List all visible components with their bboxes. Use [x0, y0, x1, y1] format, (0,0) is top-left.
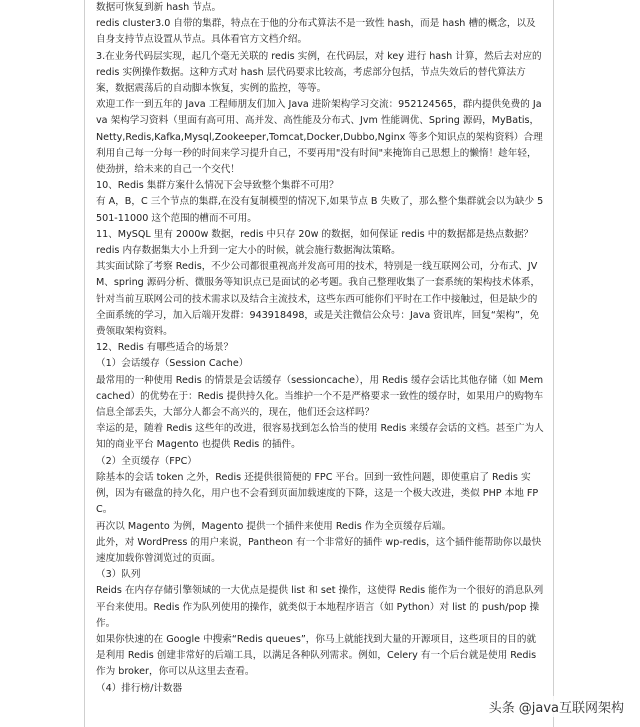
- paragraph-q11-answer: redis 内存数据集大小上升到一定大小的时候，就会施行数据淘汰策略。: [96, 245, 401, 257]
- watermark: [485, 696, 628, 717]
- heading-fpc: （2）全页缓存（FPC）: [96, 455, 197, 467]
- paragraph-q10-answer: 有 A，B，C 三个节点的集群,在没有复制模型的情况下,如果节点 B 失败了，那么整个集群就会以为缺少 5501-11000 这个范围的槽而不可用。: [96, 196, 544, 224]
- paragraph-magento-fpc: 再次以 Magento 为例，Magento 提供一个插件来使用 Redis 作为全页缓存后端。: [96, 520, 452, 532]
- watermark-text: @java互联网架构: [518, 701, 624, 716]
- paragraph-magento-plugin: 幸运的是，随着 Redis 这些年的改进，很容易找到怎么恰当的使用 Redis 来缓存会话的文档。甚至广为人知的商业平台 Magento 也提供 Redis 的插件。: [96, 423, 544, 451]
- paragraph-promo-architecture: 其实面试除了考察 Redis，不少公司都很重视高并发高可用的技术，特别是一线互联网公司，分布式、JVM、spring 源码分析、微服务等知识点已是面试的必考题。我自己整理收集了一套系统的架构技术体系，针对当前互联网公司的技术需求以及结合主流技术，这些东西可能你们平时在工作中接触过，但是缺少的全面系统的学习，加入后端开发群：943918498，或是关注微信公众号：Java 资讯库，回复“架构”，免费领取架构资料。: [96, 261, 541, 338]
- toutiao-logo: 头条: [488, 701, 515, 716]
- paragraph-wordpress: 此外，对 WordPress 的用户来说，Pantheon 有一个非常好的插件 wp-redis，这个插件能帮助你以最快速度加载你曾浏览过的页面。: [96, 536, 542, 564]
- heading-q12: 12、Redis 有哪些适合的场景？: [96, 342, 234, 354]
- paragraph-session-cache: 最常用的一种使用 Redis 的情景是会话缓存（sessioncache），用 Redis 缓存会话比其他存储（如 Memcached）的优势在于：Redis 提供持久化。当维护一个不是严格要求一致性的缓存时，如果用户的购物车信息全部丢失，大部分人都会不高兴的，现在，他们还会这样吗？: [96, 374, 544, 419]
- heading-q11: 11、MySQL 里有 2000w 数据，redis 中只存 20w 的数据，如何保证 redis 中的数据都是热点数据？: [96, 228, 534, 240]
- heading-q10: 10、Redis 集群方案什么情况下会导致整个集群不可用？: [96, 180, 339, 192]
- paragraph-fpc: 除基本的会话 token 之外，Redis 还提供很简便的 FPC 平台。回到一致性问题，即使重启了 Redis 实例，因为有磁盘的持久化，用户也不会看到页面加载速度的下降，这是一个极大改进，类似 PHP 本地 FPC。: [96, 471, 539, 516]
- article-body: [96, 0, 544, 727]
- heading-queue: （3）队列: [96, 569, 141, 581]
- paragraph-promo-group: 欢迎工作一到五年的 Java 工程师朋友们加入 Java 进阶架构学习交流：952124565，群内提供免费的 Java 架构学习资料（里面有高可用、高并发、高性能及分布式、Jvm 性能调优、Spring 源码，MyBatis，Netty,Redis,Kafka,Mysql,Zookeeper,Tomcat,Docker,Dubbo,Nginx 等多个知识点的架构资料）合理利用自己每一分每一秒的时间来学习提升自己，不要再用"没有时间"来掩饰自己思想上的懒惰！趁年轻，使劲拼，给未来的自己一个交代！: [96, 99, 543, 176]
- paragraph-business-layer: 3.在业务代码层实现，起几个毫无关联的 redis 实例，在代码层，对 key 进行 hash 计算，然后去对应的 redis 实例操作数据。这种方式对 hash 层代码要求比较高，考虑部分包括，节点失效后的替代算法方案，数据震荡后的自动脚本恢复，实例的监控，等等。: [96, 50, 542, 95]
- paragraph-redis-queues: 如果你快速的在 Google 中搜索“Redis queues”，你马上就能找到大量的开源项目，这些项目的目的就是利用 Redis 创建非常好的后端工具，以满足各种队列需求。例如，Celery 有一个后台就是使用 Redis 作为 broker，你可以从这里去查看。: [96, 633, 537, 678]
- paragraph-queue: Reids 在内存存储引擎领域的一大优点是提供 list 和 set 操作，这使得 Redis 能作为一个很好的消息队列平台来使用。Redis 作为队列使用的操作，就类似于本地程序语言（如 Python）对 list 的 push/pop 操作。: [96, 585, 544, 629]
- paragraph-redis-cluster: redis cluster3.0 自带的集群，特点在于他的分布式算法不是一致性 hash，而是 hash 槽的概念，以及自身支持节点设置从节点。具体看官方文档介绍。: [96, 18, 536, 46]
- paragraph-hash-recovery: 数据可恢复到新 hash 节点。: [96, 2, 222, 13]
- heading-session-cache: （1）会话缓存（Session Cache）: [96, 358, 249, 370]
- heading-leaderboard: （4）排行榜/计数器: [96, 682, 183, 694]
